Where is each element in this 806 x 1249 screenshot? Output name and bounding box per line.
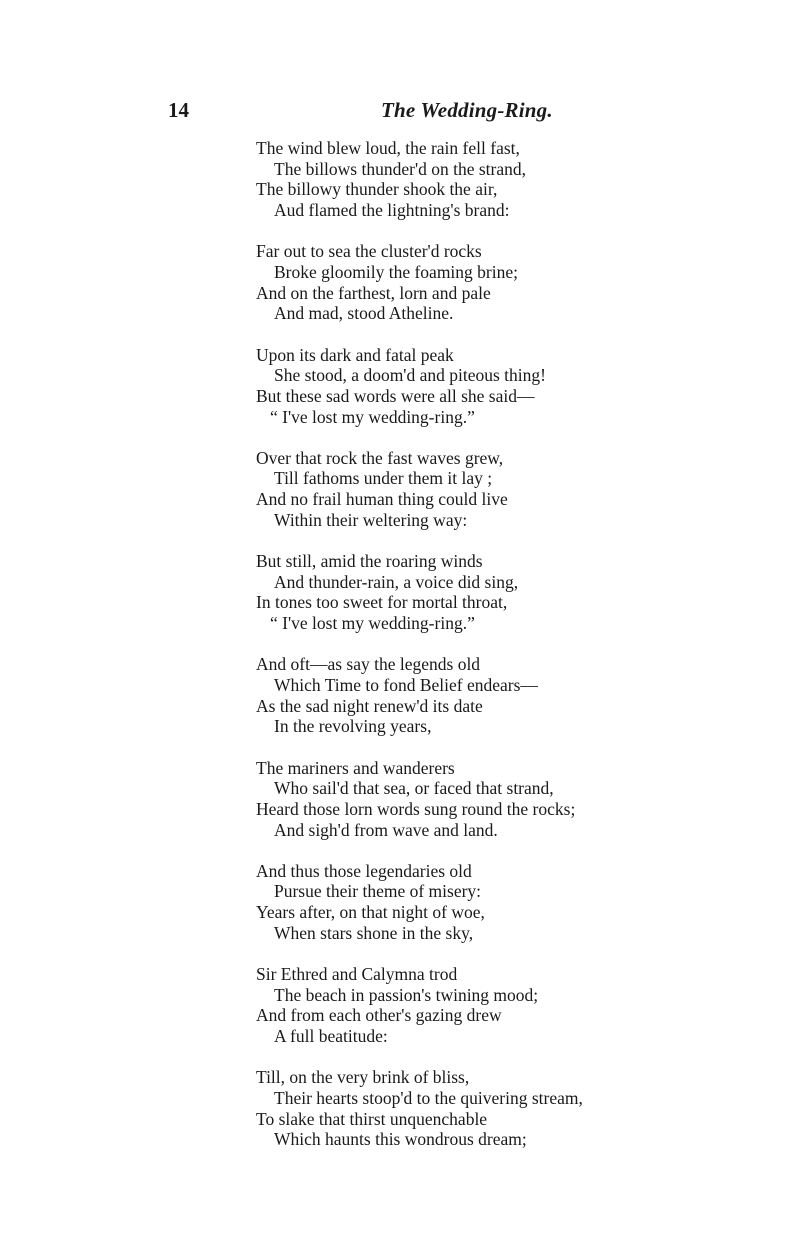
poem-line: Far out to sea the cluster'd rocks <box>256 241 482 262</box>
poem-line: Upon its dark and fatal peak <box>256 344 454 365</box>
poem-line: Heard those lorn words sung round the rocks; <box>256 798 576 819</box>
stanza <box>256 241 636 324</box>
poem-line: Who sail'd that sea, or faced that strand, <box>274 778 554 799</box>
poem-line: Their hearts stoop'd to the quivering stream, <box>274 1087 583 1108</box>
poem-line: Pursue their theme of misery: <box>274 881 482 902</box>
page-header <box>168 98 568 124</box>
poem-line: Years after, on that night of woe, <box>256 902 485 923</box>
poem-line: And thunder-rain, a voice did sing, <box>274 571 519 592</box>
stanza <box>256 758 636 841</box>
poem-line: And on the farthest, lorn and pale <box>256 282 491 303</box>
poem-line: And sigh'd from wave and land. <box>274 819 498 840</box>
poem-line: “ I've lost my wedding-ring.” <box>270 406 475 427</box>
poem-line: “ I've lost my wedding-ring.” <box>270 613 475 634</box>
running-title: The Wedding-Ring. <box>381 98 553 122</box>
poem-line: A full beatitude: <box>274 1026 388 1047</box>
stanza <box>256 448 636 531</box>
poem-line: Sir Ethred and Calymna trod <box>256 964 458 984</box>
poem-line: Aud flamed the lightning's brand: <box>274 200 510 221</box>
poem-line: But these sad words were all she said— <box>256 385 535 406</box>
poem-line: Till, on the very brink of bliss, <box>256 1067 470 1088</box>
poem-line: And mad, stood Atheline. <box>274 303 454 324</box>
stanza <box>256 964 636 1047</box>
poem-line: And thus those legendaries old <box>256 860 472 881</box>
poem-line: But still, amid the roaring winds <box>256 551 483 571</box>
stanza <box>256 654 636 737</box>
stanza <box>256 861 636 944</box>
stanza <box>256 138 636 221</box>
poem-line: Which haunts this wondrous dream; <box>274 1129 527 1150</box>
poem-line: Broke gloomily the foaming brine; <box>274 261 518 282</box>
poem-line: As the sad night renew'd its date <box>256 695 483 716</box>
poem-line: To slake that thirst unquenchable <box>256 1108 488 1129</box>
poem-line: And no frail human thing could live <box>256 489 508 510</box>
poem-line: In tones too sweet for mortal throat, <box>256 592 508 613</box>
poem-line: When stars shone in the sky, <box>274 922 474 943</box>
poem-line: Within their weltering way: <box>274 509 468 530</box>
poem-line: The wind blew loud, the rain fell fast, <box>256 138 520 158</box>
poem-line: She stood, a doom'd and piteous thing! <box>274 365 546 386</box>
poem-line: The billowy thunder shook the air, <box>256 179 498 200</box>
poem-line: The beach in passion's twining mood; <box>274 984 539 1005</box>
poem-line: And from each other's gazing drew <box>256 1005 502 1026</box>
poem-body <box>256 138 636 1150</box>
page-number: 14 <box>168 98 189 122</box>
stanza <box>256 551 636 634</box>
poem-line: And oft—as say the legends old <box>256 654 481 675</box>
poem-line: Over that rock the fast waves grew, <box>256 447 504 468</box>
poem-line: Which Time to fond Belief endears— <box>274 674 538 695</box>
poem-line: The mariners and wanderers <box>256 757 455 778</box>
poem-line: The billows thunder'd on the strand, <box>274 158 526 179</box>
stanza <box>256 345 636 428</box>
poem-line: In the revolving years, <box>274 716 432 737</box>
poem-line: Till fathoms under them it lay ; <box>274 468 493 489</box>
stanza <box>256 1067 636 1150</box>
